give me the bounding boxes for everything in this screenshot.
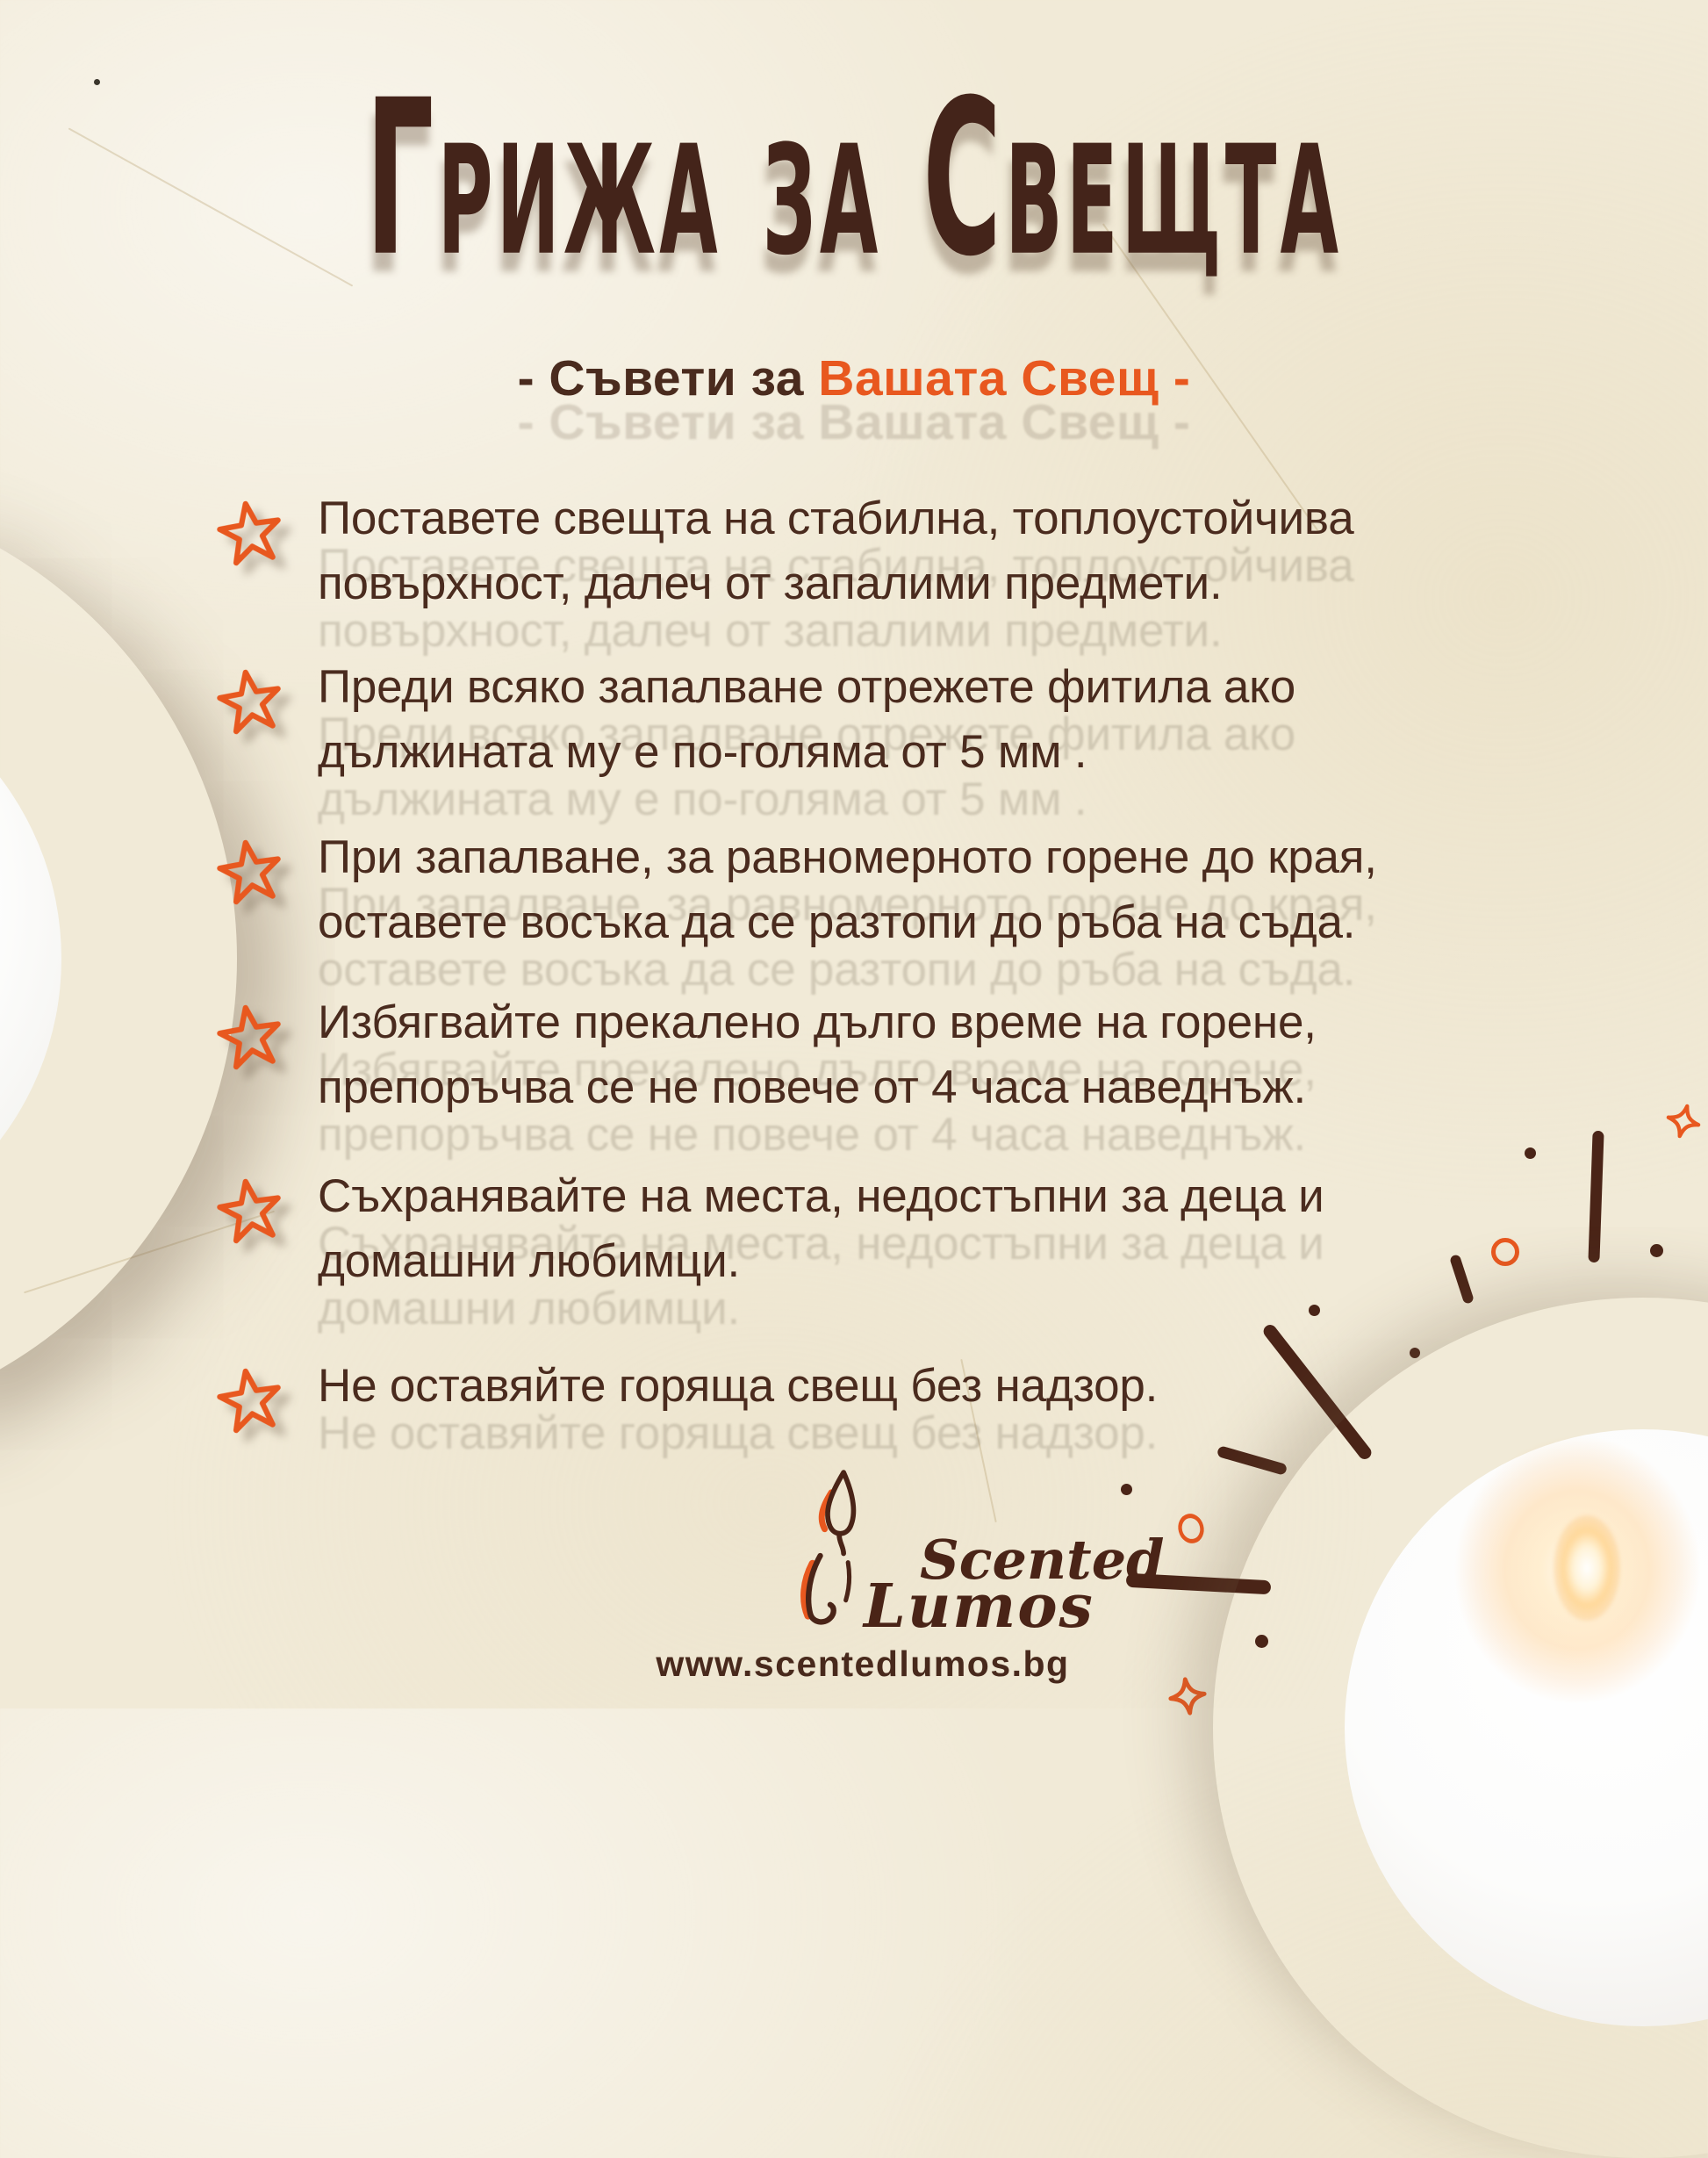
ray-stroke [1588, 1131, 1604, 1262]
tip-line-1: Не оставяйте горяща свещ без надзор. [318, 1360, 1159, 1412]
candle-jar-bottom-right-photo [1213, 1298, 1708, 2158]
ray-stroke [1216, 1445, 1288, 1476]
tip-line-1: Преди всяко запалване отрежете фитила ако [318, 661, 1296, 713]
star-icon [211, 832, 289, 910]
tip-item [216, 990, 1515, 1120]
page-title: Грижа за Свещта [365, 53, 1343, 304]
star-icon [211, 1171, 289, 1249]
star-icon [211, 493, 289, 572]
candle-jar-top-left-photo [0, 485, 237, 1433]
tip-line-1: Избягвайте прекалено дълго време на горене, [318, 996, 1317, 1048]
subtitle-prefix: - Съвети за [517, 350, 804, 406]
tip-line-1: Поставете свещта на стабилна, топлоустойчива [318, 493, 1354, 544]
tip-line-2: повърхност, далеч от запалими предмети. [318, 557, 1223, 609]
tip-line-2: домашни любимци. [318, 1235, 740, 1287]
tip-line-2: препоръчва се не повече от 4 часа наведнъж. [318, 1061, 1307, 1113]
tip-item [216, 655, 1515, 785]
star-icon [211, 662, 289, 740]
tip-line-2: оставете восъка да се разтопи до ръба на съда. [318, 896, 1356, 948]
candle-flame [1554, 1515, 1620, 1621]
circle-doodle [1175, 1511, 1208, 1546]
tip-item [216, 825, 1515, 955]
brand-name-top: Scented [920, 1528, 1165, 1592]
dot [1650, 1244, 1663, 1257]
star-icon [211, 997, 289, 1075]
tip-item [216, 1164, 1515, 1294]
brand-name-bottom: Lumos [864, 1572, 1094, 1642]
dot [1525, 1147, 1536, 1159]
star-icon [211, 1361, 289, 1439]
candle-wax [0, 660, 61, 1257]
subtitle [0, 349, 1708, 407]
subtitle-suffix: - [1173, 350, 1191, 406]
dot [1309, 1305, 1320, 1316]
tip-line-1: При запалване, за равномерното горене до края, [318, 831, 1377, 883]
tip-line-1: Съхранявайте на места, недостъпни за деца и [318, 1170, 1324, 1222]
brand-logo [772, 1468, 1165, 1644]
subtitle-highlight: Вашата Свещ [818, 350, 1159, 406]
tip-item [216, 1354, 1515, 1419]
sparkle-icon [1662, 1100, 1704, 1142]
tip-item [216, 486, 1515, 616]
tip-line-2: дължината му е по-голяма от 5 мм . [318, 726, 1087, 778]
website-url: www.scentedlumos.bg [656, 1644, 1070, 1684]
